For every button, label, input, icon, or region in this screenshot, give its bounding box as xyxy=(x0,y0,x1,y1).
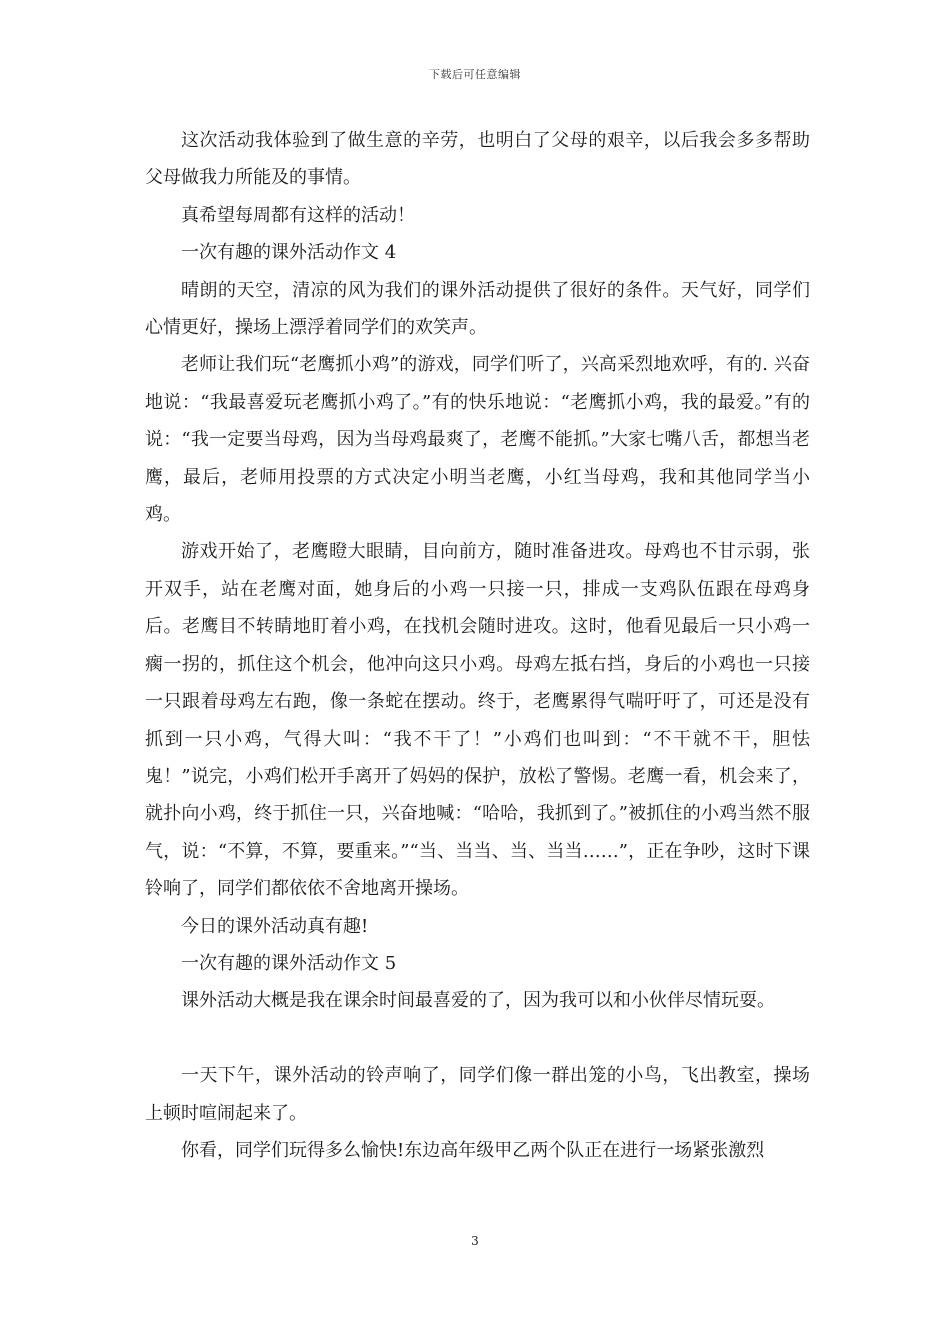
paragraph-3: 晴朗的天空，清凉的风为我们的课外活动提供了很好的条件。天气好，同学们心情更好，操场上漂浮着同学们的欢笑声。 xyxy=(145,279,810,339)
paragraph-7: 课外活动大概是我在课余时间最喜爱的了，因为我可以和小伙伴尽情玩耍。 xyxy=(181,990,775,1012)
paragraph-4: 老师让我们玩“老鹰抓小鸡”的游戏，同学们听了，兴高采烈地欢呼，有的. 兴奋地说：“我最喜爱玩老鹰抓小鸡了。”有的快乐地说：“老鹰抓小鸡，我的最爱。”有的说：“我一定要当母鸡，因为当母鸡最爽了，老鹰不能抓。”大家七嘴八舌，都想当老鹰，最后，老师用投票的方式决定小明当老鹰，小红当母鸡，我和其他同学当小鸡。 xyxy=(145,354,810,526)
paragraph-2: 真希望每周都有这样的活动！ xyxy=(181,204,415,226)
paragraph-9: 你看，同学们玩得多么愉快!东边高年级甲乙两个队正在进行一场紧张激烈 xyxy=(181,1139,765,1161)
paragraph-5: 游戏开始了，老鹰瞪大眼睛，目向前方，随时准备进攻。母鸡也不甘示弱，张开双手，站在老鹰对面，她身后的小鸡一只接一只，排成一支鸡队伍跟在母鸡身后。老鹰目不转睛地盯着小鸡，在找机会随时进攻。这时，他看见最后一只小鸡一瘸一拐的，抓住这个机会，他冲向这只小鸡。母鸡左抵右挡，身后的小鸡也一只接一只跟着母鸡左右跑，像一条蛇在摆动。终于，老鹰累得气喘吁吁了，可还是没有抓到一只小鸡，气得大叫：“我不干了！”小鸡们也叫到：“不干就不干，胆怯鬼！”说完，小鸡们松开手离开了妈妈的保护，放松了警惕。老鹰一看，机会来了，就扑向小鸡，终于抓住一只，兴奋地喊：“哈哈，我抓到了。”被抓住的小鸡当然不服气，说：“不算，不算，要重来。”“当、当当、当、当当……”，正在争吵，这时下课铃响了，同学们都依依不舍地离开操场。 xyxy=(145,541,810,900)
page-header-note: 下载后可任意编辑 xyxy=(429,68,521,81)
paragraph-6: 今日的课外活动真有趣! xyxy=(181,915,369,937)
blank-line xyxy=(145,1020,810,1057)
document-body xyxy=(145,122,810,1169)
paragraph-1: 这次活动我体验到了做生意的辛劳，也明白了父母的艰辛，以后我会多多帮助父母做我力所能及的事情。 xyxy=(145,130,810,189)
page-number: 3 xyxy=(471,1234,479,1248)
section-title-4: 一次有趣的课外活动作文 4 xyxy=(181,242,397,264)
paragraph-8: 一天下午，课外活动的铃声响了，同学们像一群出笼的小鸟，飞出教室，操场上顿时喧闹起来了。 xyxy=(145,1065,810,1124)
section-title-5: 一次有趣的课外活动作文 5 xyxy=(181,952,397,974)
